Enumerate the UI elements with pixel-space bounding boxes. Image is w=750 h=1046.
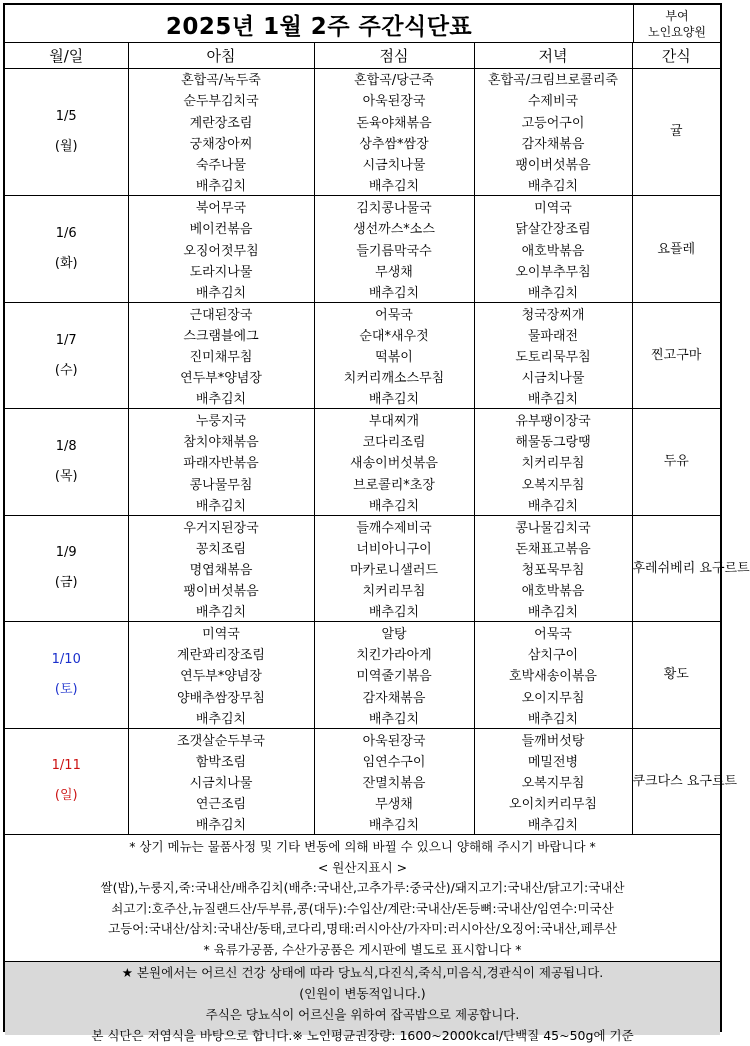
breakfast-dish: 배추김치 xyxy=(128,813,314,834)
breakfast-dish: 명엽채볶음 xyxy=(128,558,314,579)
day-weekday: (수) xyxy=(54,362,78,378)
snack-cell: 황도 xyxy=(632,622,720,728)
dinner-dish: 오복지무침 xyxy=(474,771,632,792)
lunch-dish: 떡볶이 xyxy=(314,345,474,366)
breakfast-dish: 배추김치 xyxy=(128,707,314,728)
notes-disclaimer: * 상기 메뉴는 물품사정 및 기타 변동에 의해 바뀔 수 있으니 양해해 주시기 바랍니다 * xyxy=(129,839,596,854)
snack-cell: 귤 xyxy=(632,68,720,196)
breakfast-dish: 숙주나물 xyxy=(128,153,314,174)
breakfast-dish: 꽁치조림 xyxy=(128,537,314,558)
lunch-dish: 부대찌개 xyxy=(314,409,474,430)
lunch-dish: 들기름막국수 xyxy=(314,238,474,259)
table-row xyxy=(5,196,720,217)
header-lunch: 점심 xyxy=(314,43,474,68)
dinner-dish: 콩나물김치국 xyxy=(474,515,632,536)
dinner-dish: 닭살간장조림 xyxy=(474,217,632,238)
snack-cell: 쿠크다스 요구르트 xyxy=(632,728,720,834)
breakfast-dish: 스크램블에그 xyxy=(128,324,314,345)
dinner-dish: 돈채표고볶음 xyxy=(474,537,632,558)
lunch-dish: 치커리깨소스무침 xyxy=(314,366,474,387)
lunch-dish: 마카로니샐러드 xyxy=(314,558,474,579)
breakfast-dish: 콩나물무침 xyxy=(128,473,314,494)
dinner-dish: 삼치구이 xyxy=(474,643,632,664)
dinner-dish: 오복지무침 xyxy=(474,473,632,494)
footer-line-2: (인원이 변동적입니다.) xyxy=(299,986,426,1001)
dinner-dish: 배추김치 xyxy=(474,494,632,515)
lunch-dish: 잔멸치볶음 xyxy=(314,771,474,792)
dinner-dish: 오이치커리무침 xyxy=(474,792,632,813)
lunch-dish: 어묵국 xyxy=(314,302,474,323)
lunch-dish: 코다리조림 xyxy=(314,430,474,451)
dinner-dish: 미역국 xyxy=(474,196,632,217)
day-weekday: (목) xyxy=(54,468,78,484)
dinner-dish: 오이지무침 xyxy=(474,686,632,707)
notes-section xyxy=(5,837,720,961)
lunch-dish: 너비아니구이 xyxy=(314,537,474,558)
lunch-dish: 배추김치 xyxy=(314,494,474,515)
dinner-dish: 유부팽이장국 xyxy=(474,409,632,430)
day-date: 1/7 xyxy=(55,332,77,348)
breakfast-dish: 궁채장아찌 xyxy=(128,132,314,153)
footer-line-1: ★ 본원에서는 어르신 건강 상태에 따라 당뇨식,다진식,죽식,미음식,경관식이 제공됩니다. xyxy=(121,965,604,980)
dinner-dish: 혼합곡/크림브로콜리죽 xyxy=(474,68,632,89)
breakfast-dish: 순두부김치국 xyxy=(128,89,314,110)
day-date: 1/11 xyxy=(51,758,81,774)
org-line-1: 부여 xyxy=(665,9,689,23)
lunch-dish: 알탕 xyxy=(314,622,474,643)
day-date: 1/8 xyxy=(55,438,77,454)
breakfast-dish: 연두부*양념장 xyxy=(128,664,314,685)
breakfast-dish: 누룽지국 xyxy=(128,409,314,430)
lunch-dish: 배추김치 xyxy=(314,707,474,728)
breakfast-dish: 오징어젓무침 xyxy=(128,238,314,259)
day-date-cell xyxy=(5,728,128,834)
breakfast-dish: 조갯살순두부국 xyxy=(128,728,314,749)
table-row xyxy=(5,515,720,536)
dinner-dish: 감자채볶음 xyxy=(474,132,632,153)
breakfast-dish: 배추김치 xyxy=(128,281,314,302)
origin-heading: < 원산지표시 > xyxy=(317,859,408,875)
dinner-dish: 어묵국 xyxy=(474,622,632,643)
lunch-dish: 배추김치 xyxy=(314,387,474,408)
breakfast-dish: 참치야채볶음 xyxy=(128,430,314,451)
breakfast-dish: 배추김치 xyxy=(128,600,314,621)
header-breakfast: 아침 xyxy=(128,43,314,68)
table-row xyxy=(5,302,720,323)
dinner-dish: 도토리묵무침 xyxy=(474,345,632,366)
day-date: 1/9 xyxy=(55,545,77,561)
footer-line-4: 본 식단은 저염식을 바탕으로 합니다.※ 노인평균권장량: 1600~2000kcal/단백질 45~50g에 기준 xyxy=(91,1028,634,1043)
dinner-dish: 애호박볶음 xyxy=(474,579,632,600)
lunch-dish: 배추김치 xyxy=(314,174,474,195)
dinner-dish: 배추김치 xyxy=(474,813,632,834)
breakfast-dish: 파래자반볶음 xyxy=(128,451,314,472)
breakfast-dish: 우거지된장국 xyxy=(128,515,314,536)
lunch-dish: 무생채 xyxy=(314,260,474,281)
day-date-cell xyxy=(5,302,128,408)
breakfast-dish: 북어무국 xyxy=(128,196,314,217)
dinner-dish: 오이부추무침 xyxy=(474,260,632,281)
day-weekday: (토) xyxy=(54,681,78,697)
dinner-dish: 물파래전 xyxy=(474,324,632,345)
lunch-dish: 새송이버섯볶음 xyxy=(314,451,474,472)
day-date-cell xyxy=(5,68,128,196)
header-snack: 간식 xyxy=(632,43,720,68)
lunch-dish: 감자채볶음 xyxy=(314,686,474,707)
dinner-dish: 청포묵무침 xyxy=(474,558,632,579)
lunch-dish: 시금치나물 xyxy=(314,153,474,174)
breakfast-dish: 혼합곡/녹두죽 xyxy=(128,68,314,89)
lunch-dish: 순대*새우젓 xyxy=(314,324,474,345)
header-row xyxy=(5,43,720,68)
lunch-dish: 치커리무침 xyxy=(314,579,474,600)
org-line-2: 노인요양원 xyxy=(648,25,706,39)
dinner-dish: 팽이버섯볶음 xyxy=(474,153,632,174)
breakfast-dish: 팽이버섯볶음 xyxy=(128,579,314,600)
breakfast-dish: 베이컨볶음 xyxy=(128,217,314,238)
dinner-dish: 배추김치 xyxy=(474,600,632,621)
dinner-dish: 메밀전병 xyxy=(474,750,632,771)
dinner-dish: 해물동그랑땡 xyxy=(474,430,632,451)
lunch-dish: 배추김치 xyxy=(314,813,474,834)
lunch-dish: 브로콜리*초장 xyxy=(314,473,474,494)
breakfast-dish: 함박조림 xyxy=(128,750,314,771)
breakfast-dish: 배추김치 xyxy=(128,494,314,515)
lunch-dish: 치킨가라아게 xyxy=(314,643,474,664)
origin-line-2: 쇠고기:호주산,뉴질랜드산/두부류,콩(대두):수입산/계란:국내산/돈등뼈:국내산/임연수:미국산 xyxy=(111,900,614,916)
header-dinner: 저녁 xyxy=(474,43,632,68)
table-row xyxy=(5,409,720,430)
origin-line-1: 쌀(밥),누룽지,죽:국내산/배추김치(배추:국내산,고추가루:중국산)/돼지고기:국내산/닭고기:국내산 xyxy=(100,880,625,895)
org-label xyxy=(633,5,720,43)
processed-food-note: * 육류가공품, 수산가공품은 게시판에 별도로 표시합니다 * xyxy=(203,941,522,957)
dinner-dish: 수제비국 xyxy=(474,89,632,110)
dinner-dish: 치커리무침 xyxy=(474,451,632,472)
lunch-dish: 상추쌈*쌈장 xyxy=(314,132,474,153)
lunch-dish: 들깨수제비국 xyxy=(314,515,474,536)
footer-section xyxy=(5,961,720,1043)
dinner-dish: 고등어구이 xyxy=(474,111,632,132)
footer-line-3: 주식은 당뇨식이 어르신을 위하여 잡곡밥으로 제공합니다. xyxy=(205,1007,520,1022)
breakfast-dish: 배추김치 xyxy=(128,387,314,408)
lunch-dish: 돈육야채볶음 xyxy=(314,111,474,132)
dinner-dish: 호박새송이볶음 xyxy=(474,664,632,685)
day-date-cell xyxy=(5,196,128,302)
lunch-dish: 생선까스*소스 xyxy=(314,217,474,238)
day-date: 1/6 xyxy=(55,226,77,242)
dinner-dish: 시금치나물 xyxy=(474,366,632,387)
day-date: 1/10 xyxy=(51,651,81,667)
day-weekday: (일) xyxy=(54,788,78,804)
dinner-dish: 배추김치 xyxy=(474,281,632,302)
day-weekday: (화) xyxy=(54,256,78,272)
day-date-cell xyxy=(5,515,128,621)
lunch-dish: 배추김치 xyxy=(314,281,474,302)
breakfast-dish: 시금치나물 xyxy=(128,771,314,792)
lunch-dish: 무생채 xyxy=(314,792,474,813)
breakfast-dish: 배추김치 xyxy=(128,174,314,195)
dinner-dish: 애호박볶음 xyxy=(474,238,632,259)
menu-sheet xyxy=(3,3,750,1043)
breakfast-dish: 미역국 xyxy=(128,622,314,643)
lunch-dish: 배추김치 xyxy=(314,600,474,621)
table-row xyxy=(5,68,720,89)
dinner-dish: 청국장찌개 xyxy=(474,302,632,323)
day-weekday: (금) xyxy=(54,575,78,591)
day-date: 1/5 xyxy=(55,108,77,124)
lunch-dish: 아욱된장국 xyxy=(314,728,474,749)
snack-cell: 후레쉬베리 요구르트 xyxy=(632,515,720,621)
dinner-dish: 배추김치 xyxy=(474,174,632,195)
origin-line-3: 고등어:국내산/삼치:국내산/동태,코다리,명태:러시아산/가자미:러시아산/오징어:국내산,페루산 xyxy=(108,921,617,936)
breakfast-dish: 진미채무침 xyxy=(128,345,314,366)
breakfast-dish: 근대된장국 xyxy=(128,302,314,323)
breakfast-dish: 양배추쌈장무침 xyxy=(128,686,314,707)
day-weekday: (월) xyxy=(54,138,78,154)
menu-body xyxy=(5,68,750,835)
snack-cell: 찐고구마 xyxy=(632,302,720,408)
breakfast-dish: 도라지나물 xyxy=(128,260,314,281)
dinner-dish: 들깨버섯탕 xyxy=(474,728,632,749)
table-row xyxy=(5,728,720,749)
breakfast-dish: 연근조림 xyxy=(128,792,314,813)
page-title: 2025년 1월 2주 주간식단표 xyxy=(165,13,473,40)
table-row xyxy=(5,622,720,643)
dinner-dish: 배추김치 xyxy=(474,707,632,728)
breakfast-dish: 연두부*양념장 xyxy=(128,366,314,387)
lunch-dish: 아욱된장국 xyxy=(314,89,474,110)
day-date-cell xyxy=(5,622,128,728)
breakfast-dish: 계란꽈리장조림 xyxy=(128,643,314,664)
header-date: 월/일 xyxy=(5,43,128,68)
lunch-dish: 미역줄기볶음 xyxy=(314,664,474,685)
day-date-cell xyxy=(5,409,128,515)
lunch-dish: 김치콩나물국 xyxy=(314,196,474,217)
title-row xyxy=(5,5,720,43)
lunch-dish: 혼합곡/당근죽 xyxy=(314,68,474,89)
dinner-dish: 배추김치 xyxy=(474,387,632,408)
lunch-dish: 임연수구이 xyxy=(314,750,474,771)
snack-cell: 요플레 xyxy=(632,196,720,302)
weekly-menu-table xyxy=(5,43,750,835)
snack-cell: 두유 xyxy=(632,409,720,515)
breakfast-dish: 계란장조림 xyxy=(128,111,314,132)
